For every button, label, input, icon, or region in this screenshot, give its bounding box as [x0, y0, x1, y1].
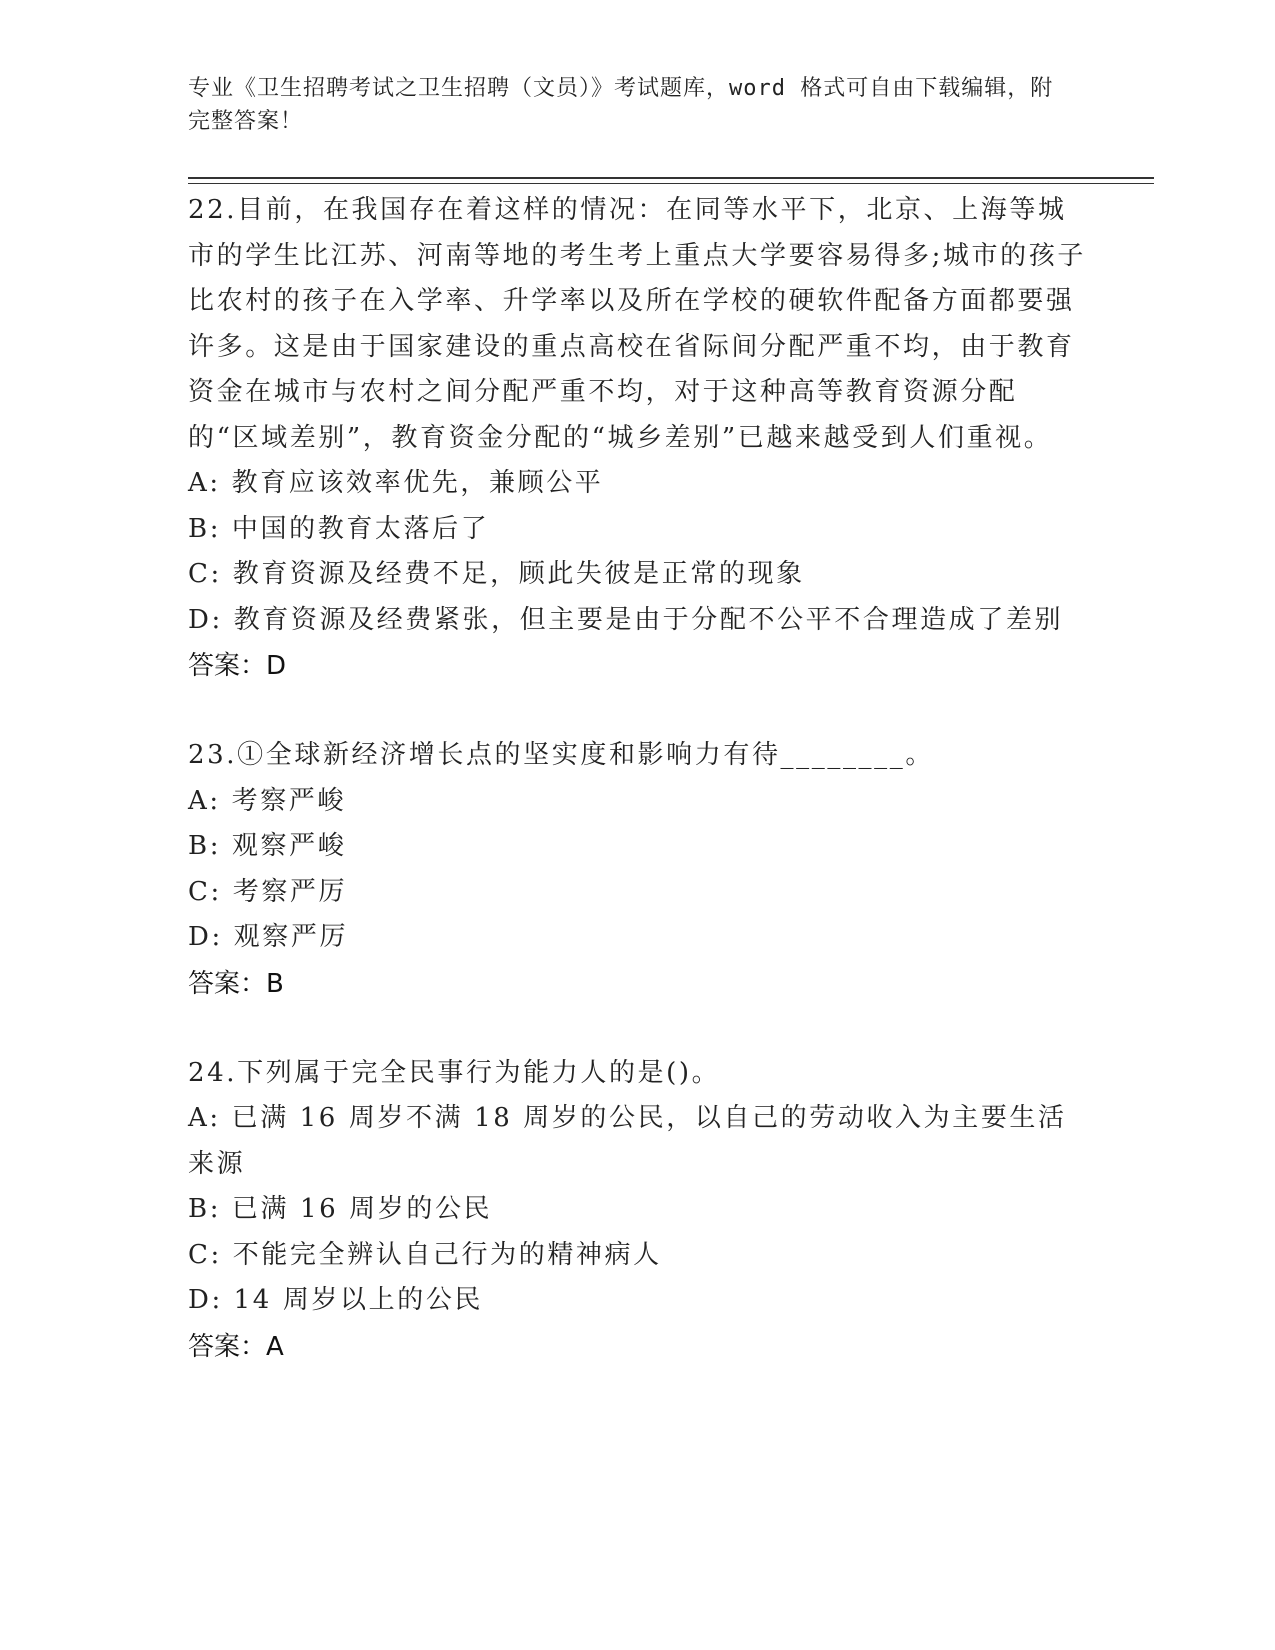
option-a: A: 教育应该效率优先，兼顾公平	[188, 468, 604, 498]
question-spacer	[188, 1007, 1088, 1051]
option-b: B: 中国的教育太落后了	[188, 513, 490, 544]
question-spacer	[188, 689, 1088, 733]
header-divider-thin	[188, 183, 1154, 184]
question-stem: 22.目前，在我国存在着这样的情况：在同等水平下，北京、上海等城市的学生比江苏、河南等地的考生考上重点大学要容易得多;城市的孩子比农村的孩子在入学率、升学率以及所在学校的硬软件配备方面都要强许多。这是由于国家建设的重点高校在省际间分配严重不均，由于教育资金在城市与农村之间分配严重不均，对于这种高等教育资源分配的“区域差别”，教育资金分配的“城乡差别”已越来越受到人们重视。	[188, 195, 1086, 453]
option-c: C: 考察严厉	[188, 876, 348, 907]
answer-label: 答案：B	[188, 968, 284, 999]
question-list	[188, 188, 1088, 1370]
question-24	[188, 1051, 1088, 1370]
option-c: C: 不能完全辨认自己行为的精神病人	[188, 1239, 662, 1270]
question-22	[188, 188, 1088, 689]
question-stem: 24.下列属于完全民事行为能力人的是()。	[188, 1057, 721, 1088]
question-stem: 23.①全球新经济增长点的坚实度和影响力有待________。	[188, 740, 934, 770]
option-a: A: 考察严峻	[188, 785, 347, 816]
header-divider-thick	[188, 177, 1154, 179]
question-23	[188, 733, 1088, 1007]
option-b: B: 观察严峻	[188, 831, 347, 861]
option-b: B: 已满 16 周岁的公民	[188, 1194, 493, 1224]
answer-label: 答案：D	[188, 651, 287, 681]
answer-label: 答案：A	[188, 1331, 284, 1362]
option-a: A: 已满 16 周岁不满 18 周岁的公民，以自己的劳动收入为主要生活来源	[188, 1103, 1067, 1179]
option-c: C: 教育资源及经费不足，顾此失彼是正常的现象	[188, 559, 805, 589]
option-d: D: 教育资源及经费紧张，但主要是由于分配不公平不合理造成了差别	[188, 604, 1064, 635]
option-d: D: 14 周岁以上的公民	[188, 1285, 484, 1315]
option-d: D: 观察严厉	[188, 922, 349, 952]
header-note: 专业《卫生招聘考试之卫生招聘（文员）》考试题库，word 格式可自由下载编辑，附完整答案！	[188, 76, 1054, 134]
